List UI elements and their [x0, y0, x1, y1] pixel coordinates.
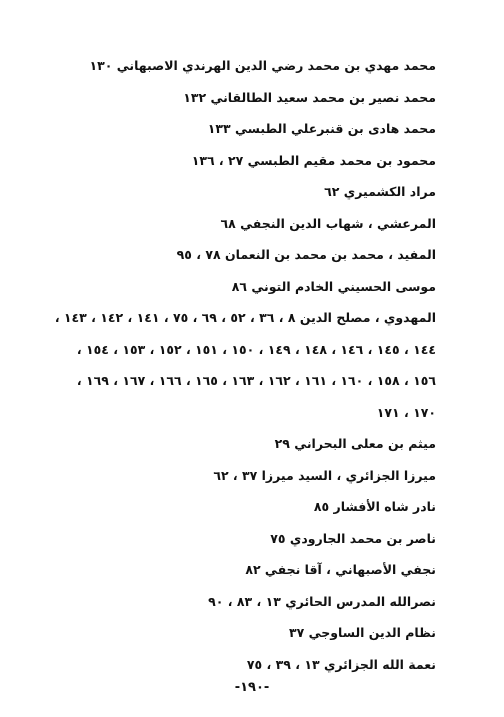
index-entry: مراد الكشميري ٦٢ [324, 184, 436, 199]
index-entry: نصرالله المدرس الحائري ١٣ ، ٨٣ ، ٩٠ [208, 593, 436, 609]
index-entry: ناصر بن محمد الجارودي ٧٥ [270, 530, 436, 546]
index-entry-continuation: ١٤٤ ، ١٤٥ ، ١٤٦ ، ١٤٨ ، ١٤٩ ، ١٥٠ ، ١٥١ ، ١٥٢ ، ١٥٣ ، ١٥٤ ، [76, 341, 436, 357]
index-entry: نادر شاه الأفشار ٨٥ [313, 499, 436, 514]
index-entry: محمد مهدي بن محمد رضي الدين الهرندي الاصبهاني ١٣٠ [89, 58, 436, 73]
page-number: -١٩٠- [234, 680, 270, 695]
index-entry-continuation: ١٥٦ ، ١٥٨ ، ١٦٠ ، ١٦١ ، ١٦٢ ، ١٦٣ ، ١٦٥ ، ١٦٦ ، ١٦٧ ، ١٦٩ ، [76, 373, 436, 388]
index-entry: محمد نصير بن محمد سعيد الطالقاني ١٣٢ [183, 89, 436, 105]
index-entry: محمد هادى بن قنبرعلي الطبسي ١٣٣ [207, 121, 436, 136]
index-entry: المهدوي ، مصلح الدين ٨ ، ٣٦ ، ٥٢ ، ٦٩ ، ٧٥ ، ١٤١ ، ١٤٢ ، ١٤٣ ، [54, 310, 436, 325]
index-entry: نظام الدين الساوجي ٣٧ [288, 625, 436, 640]
index-entry: ميرزا الجزائري ، السيد ميرزا ٣٧ ، ٦٢ [213, 467, 436, 483]
index-entry: المفيد ، محمد بن محمد بن النعمان ٧٨ ، ٩٥ [176, 247, 436, 262]
index-entry: ميثم بن معلى البحراني ٢٩ [274, 436, 436, 451]
index-entry: محمود بن محمد مقيم الطبسي ٢٧ ، ١٣٦ [191, 152, 436, 168]
index-entry: موسى الحسيني الخادم التوني ٨٦ [231, 278, 436, 294]
index-entry: المرعشي ، شهاب الدين النجفي ٦٨ [220, 215, 436, 231]
name-index-list [36, 50, 436, 680]
index-entry: نجفي الأصبهاني ، آقا نجفي ٨٢ [245, 562, 436, 577]
index-entry-continuation: ١٧٠ ، ١٧١ [376, 404, 436, 420]
index-entry: نعمة الله الجزائري ١٣ ، ٣٩ ، ٧٥ [246, 656, 436, 672]
